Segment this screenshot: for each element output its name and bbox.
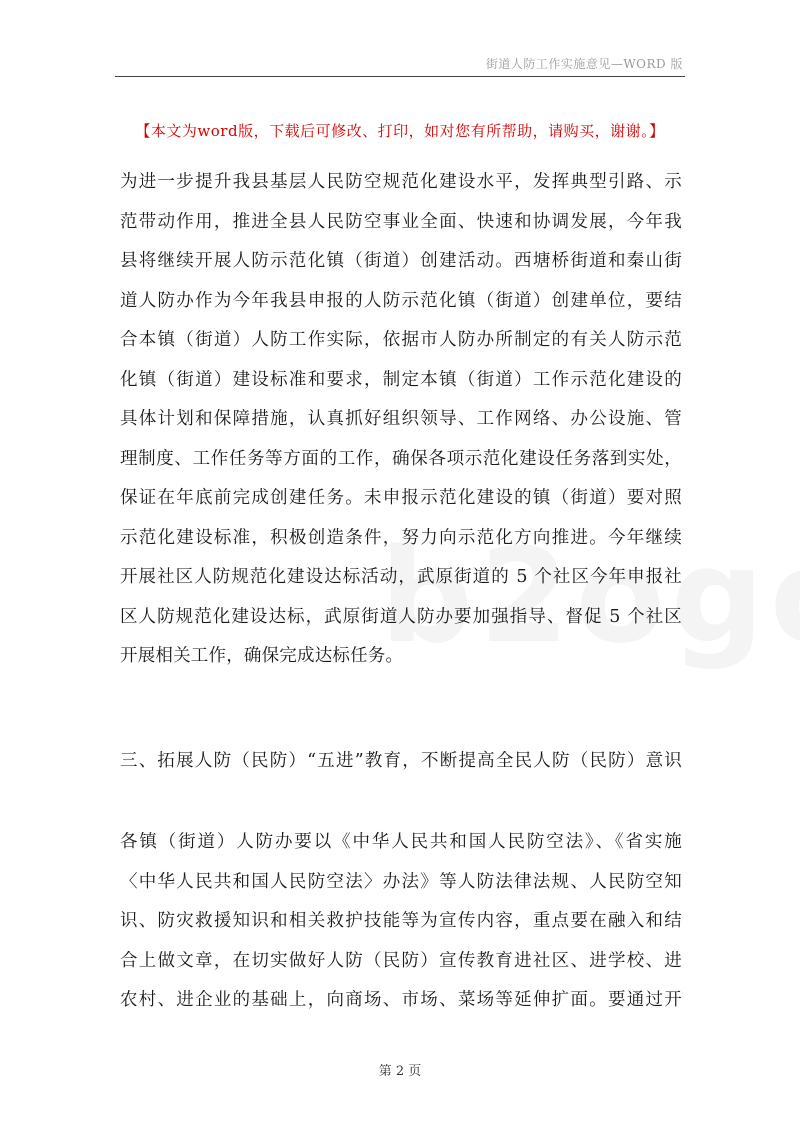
paragraph-line: 农村、进企业的基础上，向商场、市场、菜场等延伸扩面。要通过开 (120, 990, 682, 1010)
download-notice: 【本文为word版，下载后可修改、打印，如对您有所帮助，请购买，谢谢。】 (135, 122, 665, 140)
paragraph-line: 开展相关工作，确保完成达标任务。 (120, 646, 404, 666)
paragraph-line: 理制度、工作任务等方面的工作，确保各项示范化建设任务落到实处， (120, 448, 682, 469)
section-heading-3 (120, 742, 682, 782)
paragraph-line: 具体计划和保障措施，认真抓好组织领导、工作网络、办公设施、管 (120, 409, 682, 429)
paragraph-line: 合本镇（街道）人防工作实际，依据市人防办所制定的有关人防示范 (120, 330, 682, 350)
paragraph-line: 化镇（街道）建设标准和要求，制定本镇（街道）工作示范化建设的 (120, 369, 682, 390)
paragraph-line: 〈中华人民共和国人民防空法〉办法》等人防法律法规、人民防空知 (120, 871, 682, 892)
paragraph-line: 示范化建设标准，积极创造条件，努力向示范化方向推进。今年继续 (120, 527, 682, 548)
paragraph-line: 识、防灾救援知识和相关救护技能等为宣传内容，重点要在融入和结 (120, 911, 682, 931)
paragraph-line: 区人防规范化建设达标，武原街道人防办要加强指导、督促 5 个社区 (120, 606, 682, 627)
paragraph-line: 开展社区人防规范化建设达标活动，武原街道的 5 个社区今年申报社 (120, 567, 682, 587)
header-divider (115, 76, 685, 77)
paragraph-line: 各镇（街道）人防办要以《中华人民共和国人民防空法》、《省实施 (120, 832, 682, 852)
paragraph-line: 合上做文章，在切实做好人防（民防）宣传教育进社区、进学校、进 (120, 950, 682, 971)
paragraph-line: 为进一步提升我县基层人民防空规范化建设水平，发挥典型引路、示 (120, 172, 682, 192)
paragraph-2 (120, 823, 682, 1021)
paragraph-1 (120, 163, 682, 677)
page-number: 第 2 页 (378, 1064, 422, 1079)
running-header: 街道人防工作实施意见—WORD 版 (485, 57, 683, 71)
section-heading-text: 三、拓展人防（民防）“五进”教育，不断提高全民人防（民防）意识 (120, 751, 682, 771)
paragraph-line: 保证在年底前完成创建任务。未申报示范化建设的镇（街道）要对照 (120, 488, 682, 508)
paragraph-line: 道人防办作为今年我县申报的人防示范化镇（街道）创建单位，要结 (120, 290, 682, 311)
paragraph-line: 范带动作用，推进全县人民防空事业全面、快速和协调发展，今年我 (120, 211, 682, 232)
paragraph-line: 县将继续开展人防示范化镇（街道）创建活动。西塘桥街道和秦山街 (120, 251, 682, 271)
